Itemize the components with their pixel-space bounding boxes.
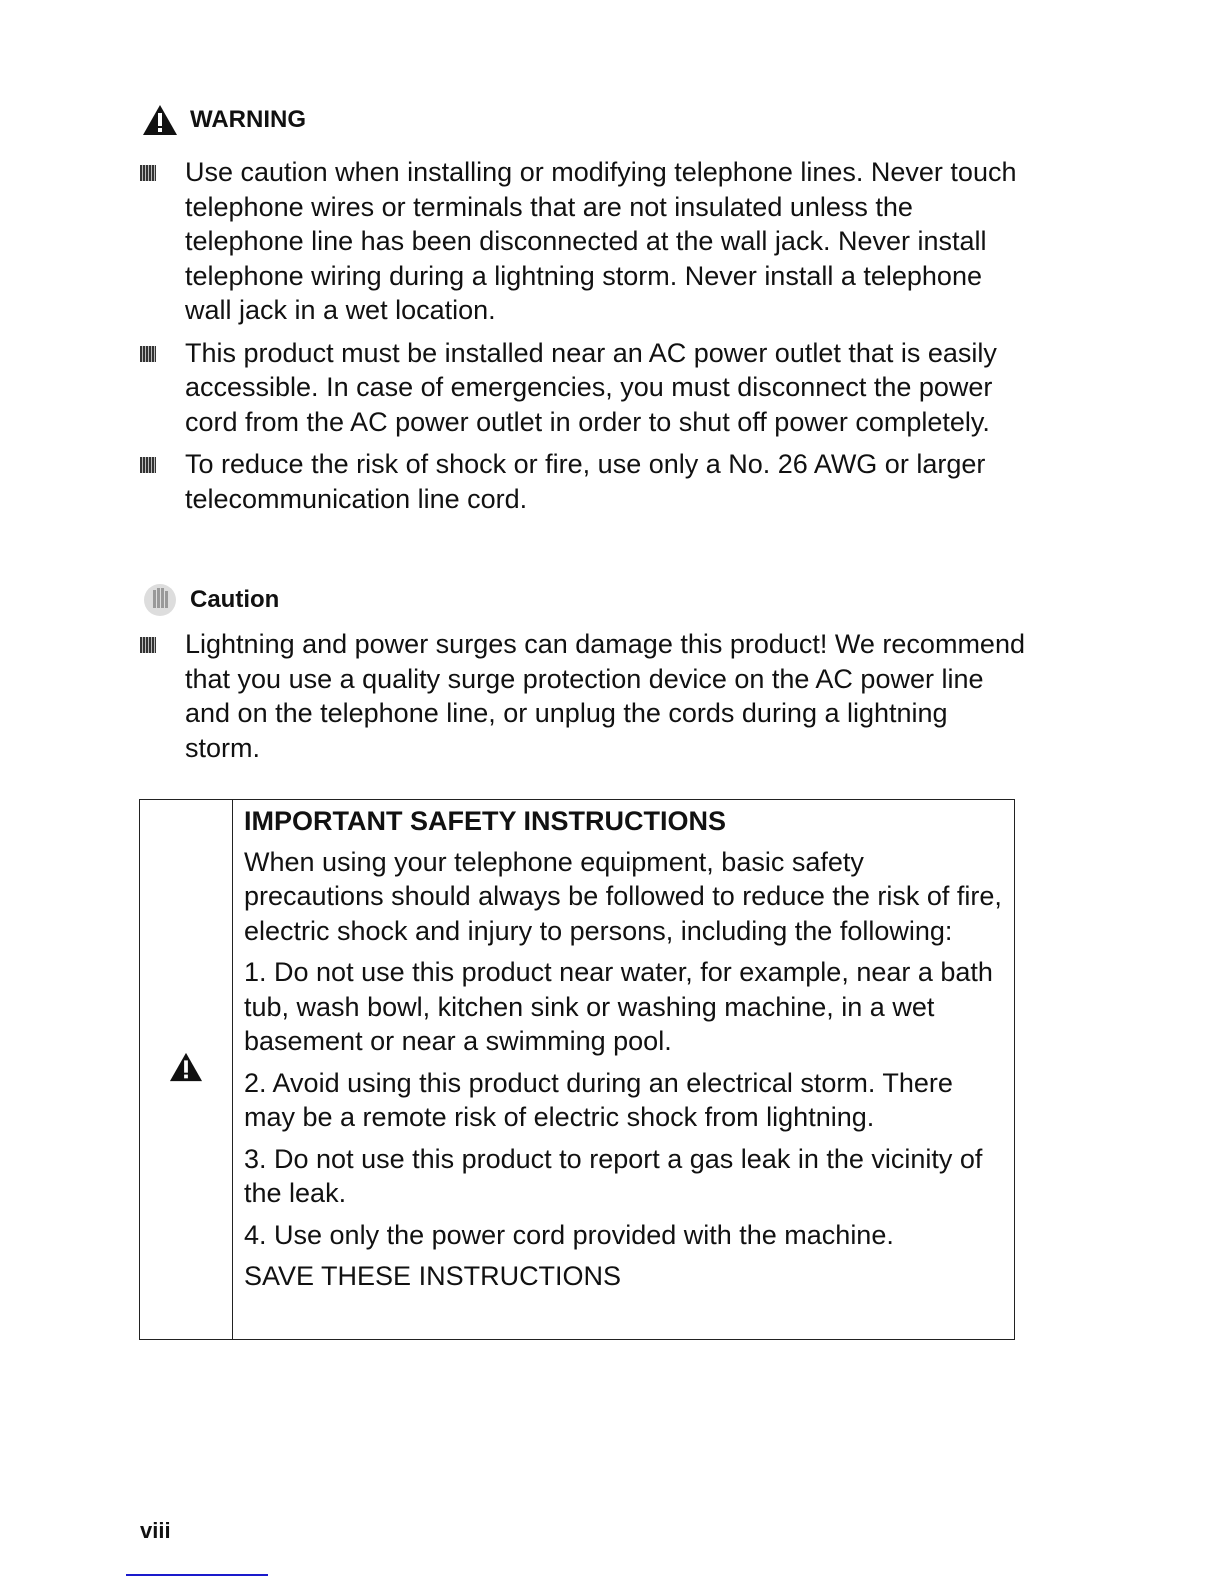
item-text: To reduce the risk of shock or fire, use only a No. 26 AWG or larger telecommunication line cord.: [185, 449, 986, 514]
page-number: viii: [140, 1518, 171, 1543]
bullet-icon: [140, 457, 156, 473]
warning-triangle-icon: [142, 104, 178, 136]
caution-heading: Caution: [190, 586, 280, 613]
safety-item: 2. Avoid using this product during an electrical storm. There may be a remote risk of electric shock from lightning.: [244, 1067, 953, 1132]
list-item: [140, 447, 1030, 516]
warning-header: [142, 104, 306, 136]
caution-header: [142, 582, 279, 618]
bullet-icon: [140, 637, 156, 653]
bullet-icon: [140, 165, 156, 181]
item-text: This product must be installed near an AC power outlet that is easily accessible. In case of emergencies, you must disconnect the power cord from the AC power outlet in order to shut off power completely.: [185, 337, 997, 437]
list-item: [140, 336, 1030, 440]
safety-item: 1. Do not use this product near water, for example, near a bath tub, wash bowl, kitchen sink or washing machine, in a wet basement or near a swimming pool.: [244, 957, 993, 1056]
item-text: Use caution when installing or modifying telephone lines. Never touch telephone wires or terminals that are not insulated unless the telephone line has been disconnected at the wall jack. Never install telephone wiring during a lightning storm. Never install a telephone wall jack in a wet location.: [185, 157, 1017, 325]
footer-rule: [126, 1574, 268, 1576]
warning-heading: WARNING: [190, 106, 306, 133]
bullet-icon: [140, 346, 156, 362]
caution-hand-icon: [142, 582, 178, 618]
warning-list: [140, 155, 1030, 524]
list-item: [140, 155, 1030, 328]
warning-triangle-icon: [169, 1051, 203, 1083]
safety-item: 4. Use only the power cord provided with the machine.: [244, 1219, 894, 1250]
safety-intro: When using your telephone equipment, basic safety precautions should always be followed to reduce the risk of fire, electric shock and injury to persons, including the following:: [244, 846, 1002, 946]
safety-instructions-box: [139, 799, 1015, 1340]
item-text: Lightning and power surges can damage this product! We recommend that you use a quality surge protection device on the AC power line and on the telephone line, or unplug the cords during a lightning storm.: [185, 629, 1025, 763]
text-cell: [233, 800, 1015, 1340]
list-item: [140, 627, 1030, 765]
caution-list: [140, 627, 1030, 773]
safety-title: IMPORTANT SAFETY INSTRUCTIONS: [244, 806, 727, 836]
safety-footer: SAVE THESE INSTRUCTIONS: [244, 1261, 622, 1291]
icon-cell: [140, 800, 233, 1340]
safety-item: 3. Do not use this product to report a gas leak in the vicinity of the leak.: [244, 1143, 983, 1208]
